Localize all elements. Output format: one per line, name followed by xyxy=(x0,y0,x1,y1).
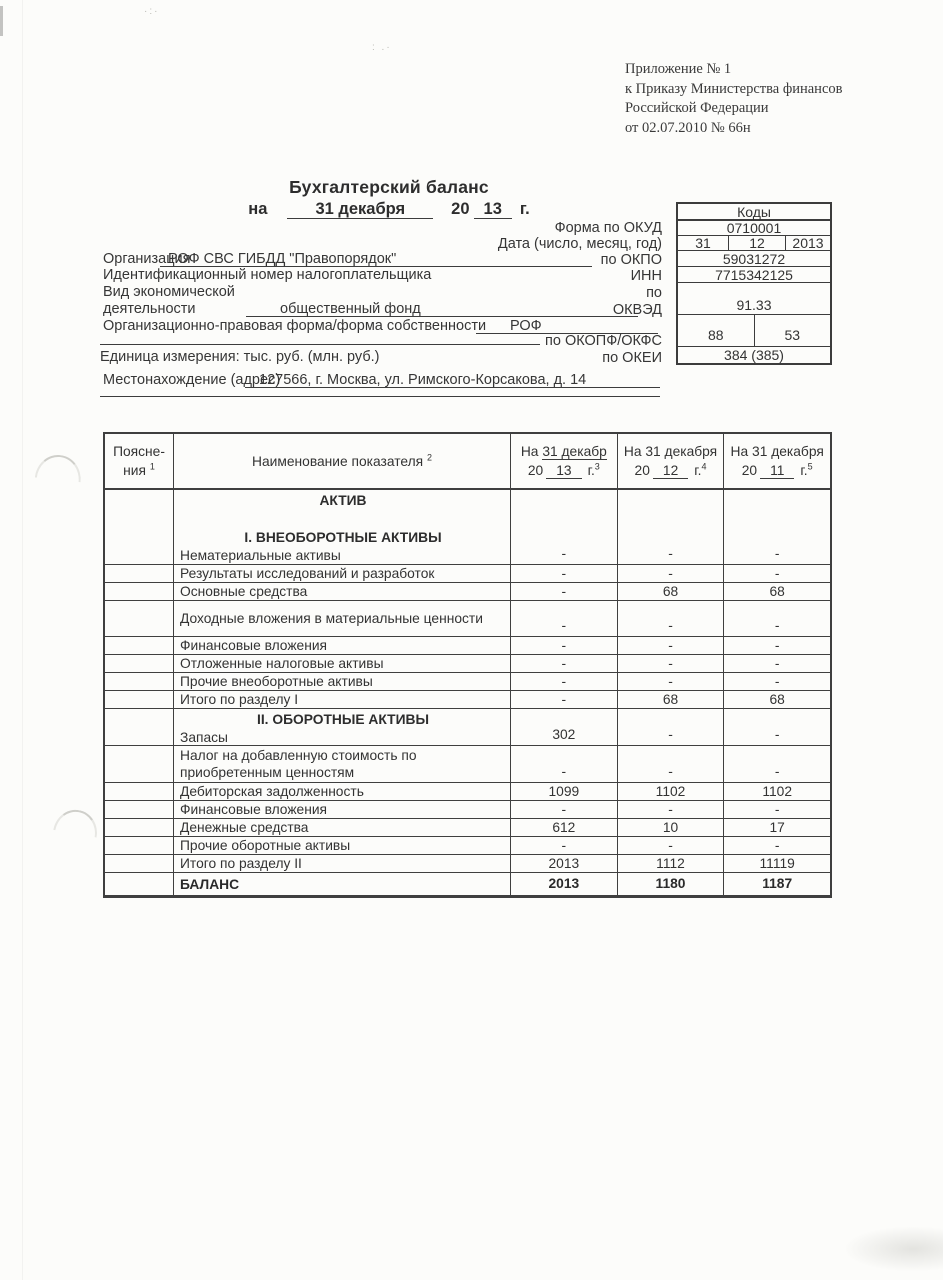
value-2011: 1187 xyxy=(762,876,793,891)
address-value: 127566, г. Москва, ул. Римского-Корсакова, д. 14 xyxy=(245,372,660,388)
indicator-cell xyxy=(174,709,511,745)
section-spacer xyxy=(180,510,506,529)
table-row xyxy=(105,490,830,565)
table-row xyxy=(105,565,830,583)
explanations-cell xyxy=(105,709,174,745)
value-2012: 68 xyxy=(618,691,725,708)
legal-form-label: Организационно-правовая форма/форма собственности xyxy=(103,318,487,334)
value-2011: 17 xyxy=(769,819,785,835)
indicator-name: Основные средства xyxy=(174,583,511,600)
value-2012: - xyxy=(618,673,725,690)
value-2013: - xyxy=(511,801,618,818)
explanations-cell xyxy=(105,855,174,872)
indicator-name: Результаты исследований и разработок xyxy=(174,565,511,582)
explanations-cell xyxy=(105,490,174,564)
date-prefix: на xyxy=(248,200,268,218)
explanations-cell xyxy=(105,691,174,708)
value-2012: 1102 xyxy=(618,783,725,800)
value-2013: 302 xyxy=(511,709,618,745)
date-month-code: 12 xyxy=(729,236,786,250)
value-2011: - xyxy=(774,618,780,633)
date-year-code: 2013 xyxy=(792,235,824,251)
value-2012: - xyxy=(618,746,725,782)
value-2011: - xyxy=(774,673,780,689)
table-header-2011: На 31 декабря 20 11 г.$^5$ xyxy=(730,444,824,478)
appendix-line: к Приказу Министерства финансов xyxy=(625,80,843,97)
title-block xyxy=(103,177,675,219)
indicator-name: Финансовые вложения xyxy=(174,637,511,654)
okved-label-line2: ОКВЭД xyxy=(612,302,662,318)
table-row xyxy=(105,709,830,746)
table-row xyxy=(105,746,830,783)
activity-type-label-line2: деятельности xyxy=(103,301,196,317)
value-2012: 68 xyxy=(618,583,725,600)
okud-form-label: Форма по ОКУД xyxy=(554,220,662,236)
table-row xyxy=(105,637,830,655)
value-2013: 2013 xyxy=(511,873,618,895)
value-2011: 11119 xyxy=(759,855,795,871)
okopf-okfs-code-row xyxy=(678,315,830,347)
report-date-value: 31 декабря xyxy=(287,200,433,219)
value-2012: 1112 xyxy=(618,855,725,872)
value-2013: 1099 xyxy=(511,783,618,800)
value-2011: - xyxy=(774,727,780,742)
indicator-name: Нематериальные активы xyxy=(180,548,341,563)
table-row xyxy=(105,673,830,691)
value-2013: - xyxy=(511,583,618,600)
unit-of-measure-label: Единица измерения: тыс. руб. (млн. руб.) xyxy=(100,349,380,365)
appendix-line: Российской Федерации xyxy=(625,100,769,116)
okpo-code: 59031272 xyxy=(678,251,830,267)
value-2012: - xyxy=(618,601,725,636)
explanations-cell xyxy=(105,583,174,600)
okved-label-line1: по xyxy=(646,285,662,301)
indicator-name: Денежные средства xyxy=(174,819,511,836)
blank-underline xyxy=(100,384,660,397)
value-2011: - xyxy=(774,764,780,779)
inn-label: ИНН xyxy=(630,268,662,284)
value-2012: - xyxy=(618,709,725,745)
codes-box xyxy=(676,202,832,365)
indicator-name: Налог на добавленную стоимость по приобретенным ценностям xyxy=(174,746,511,782)
table-row xyxy=(105,801,830,819)
explanations-cell xyxy=(105,873,174,895)
explanations-cell xyxy=(105,819,174,836)
table-header-explanations: Поясне- ния $^1$ xyxy=(105,434,174,488)
year-prefix: 20 xyxy=(451,200,470,218)
indicator-name: Запасы xyxy=(180,730,228,745)
okei-label: по ОКЕИ xyxy=(602,350,662,366)
inn-line-label: Идентификационный номер налогоплательщика xyxy=(103,267,432,283)
indicator-name: Итого по разделу I xyxy=(174,691,511,708)
indicator-cell xyxy=(174,490,511,564)
appendix-note xyxy=(625,60,925,138)
value-2013: - xyxy=(511,746,618,782)
table-row xyxy=(105,655,830,673)
inn-code: 7715342125 xyxy=(678,267,830,283)
table-row xyxy=(105,583,830,601)
scan-artifact-arc xyxy=(35,453,83,483)
explanations-cell xyxy=(105,783,174,800)
date-code-row xyxy=(678,236,830,251)
date-day-code: 31 xyxy=(678,236,729,250)
scan-artifact-arc xyxy=(53,806,100,837)
table-header-2012: На 31 декабря 20 12 г.$^4$ xyxy=(618,434,725,488)
value-2013: - xyxy=(511,637,618,654)
year-suffix: г. xyxy=(519,200,530,218)
okopf-okfs-label: по ОКОПФ/ОКФС xyxy=(545,333,662,349)
value-2013: - xyxy=(511,565,618,582)
table-row-balance-total xyxy=(105,873,830,895)
scan-fold-line xyxy=(22,0,23,1280)
activity-type-label-line1: Вид экономической xyxy=(103,284,235,300)
date-form-label: Дата (число, месяц, год) xyxy=(497,236,662,252)
value-2011: - xyxy=(774,837,780,853)
table-row-section-total xyxy=(105,691,830,709)
value-2012: - xyxy=(618,637,725,654)
codes-header: Коды xyxy=(678,204,830,221)
value-2013: - xyxy=(511,490,618,564)
indicator-name: Прочие оборотные активы xyxy=(174,837,511,854)
appendix-line: Приложение № 1 xyxy=(625,61,732,77)
value-2013: - xyxy=(511,601,618,636)
indicator-name: Прочие внеоборотные активы xyxy=(174,673,511,690)
value-2012: 10 xyxy=(618,819,725,836)
value-2011: - xyxy=(774,546,780,561)
explanations-cell xyxy=(105,565,174,582)
value-2011: - xyxy=(774,565,780,581)
section-header-vneoborotnye: I. ВНЕОБОРОТНЫЕ АКТИВЫ xyxy=(244,530,442,545)
scan-speckle: ·:· xyxy=(144,6,160,17)
balance-table xyxy=(103,432,832,898)
scan-smudge xyxy=(843,1226,943,1272)
value-2011: 68 xyxy=(769,691,785,707)
value-2013: - xyxy=(511,673,618,690)
explanations-cell xyxy=(105,746,174,782)
explanations-cell xyxy=(105,655,174,672)
indicator-name: Итого по разделу II xyxy=(174,855,511,872)
report-year-value: 13 xyxy=(474,200,512,219)
explanations-cell xyxy=(105,673,174,690)
table-row-section-total xyxy=(105,855,830,873)
table-row xyxy=(105,783,830,801)
organization-value: РОФ СВС ГИБДД "Правопорядок" xyxy=(160,251,592,267)
explanations-cell xyxy=(105,637,174,654)
explanations-cell xyxy=(105,837,174,854)
blank-underline xyxy=(100,332,540,345)
value-2012: 1180 xyxy=(618,873,725,895)
value-2012: - xyxy=(618,655,725,672)
indicator-name: Дебиторская задолженность xyxy=(174,783,511,800)
value-2011: 1102 xyxy=(762,783,793,799)
address-label: Местонахождение (адрес) xyxy=(103,372,281,388)
value-2013: - xyxy=(511,691,618,708)
table-row xyxy=(105,601,830,637)
table-header-row xyxy=(105,434,830,490)
okved-code: 91.33 xyxy=(678,283,830,315)
value-2013: - xyxy=(511,655,618,672)
value-2011: - xyxy=(774,655,780,671)
appendix-line: от 02.07.2010 № 66н xyxy=(625,119,751,136)
indicator-name: Доходные вложения в материальные ценности xyxy=(174,601,511,636)
section-header-aktiv: АКТИВ xyxy=(319,493,367,508)
value-2012: - xyxy=(618,490,725,564)
scan-edge-mark xyxy=(0,6,3,36)
value-2011: 68 xyxy=(769,583,785,599)
explanations-cell xyxy=(105,601,174,636)
okud-code: 0710001 xyxy=(678,221,830,236)
indicator-name: Финансовые вложения xyxy=(174,801,511,818)
okopf-code: 88 xyxy=(678,315,755,346)
legal-form-value: РОФ xyxy=(476,318,658,334)
indicator-name: БАЛАНС xyxy=(174,873,511,895)
value-2013: 612 xyxy=(511,819,618,836)
organization-label: Организация xyxy=(103,251,191,267)
okpo-label: по ОКПО xyxy=(600,252,662,268)
okei-code: 384 (385) xyxy=(724,347,784,363)
activity-type-value: общественный фонд xyxy=(246,301,638,317)
okfs-code: 53 xyxy=(784,327,801,343)
scan-speckle: : .· xyxy=(372,42,392,53)
value-2012: - xyxy=(618,837,725,854)
indicator-name: Отложенные налоговые активы xyxy=(174,655,511,672)
table-header-indicator: Наименование показателя $^2$ xyxy=(174,434,511,488)
value-2011: - xyxy=(774,801,780,817)
value-2012: - xyxy=(618,565,725,582)
value-2012: - xyxy=(618,801,725,818)
table-row xyxy=(105,837,830,855)
table-row xyxy=(105,819,830,837)
value-2013: - xyxy=(511,837,618,854)
report-date-line xyxy=(103,200,675,219)
section-header-oborotnye: II. ОБОРОТНЫЕ АКТИВЫ xyxy=(257,712,429,727)
value-2011: - xyxy=(774,637,780,653)
page-title: Бухгалтерский баланс xyxy=(289,177,489,197)
table-header-2013: На 31 декабр 20 13 г.$^3$ xyxy=(511,434,618,488)
value-2013: 2013 xyxy=(511,855,618,872)
explanations-cell xyxy=(105,801,174,818)
